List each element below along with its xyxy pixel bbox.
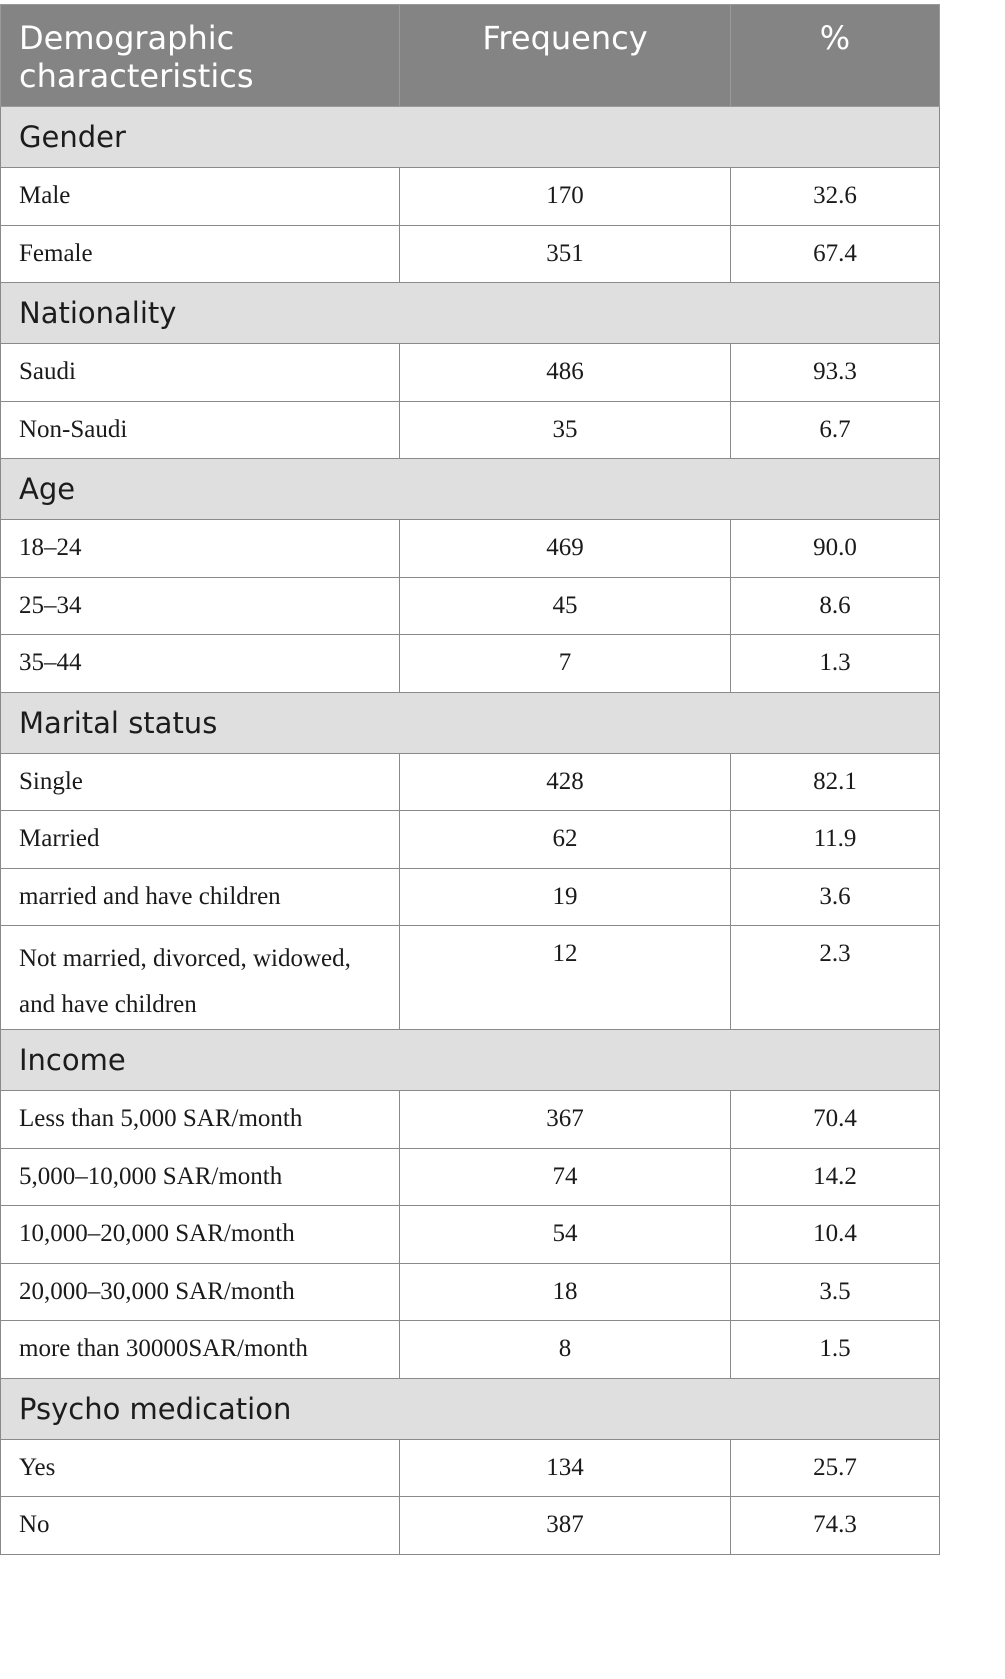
row-frequency: 170: [400, 168, 731, 226]
row-frequency: 387: [400, 1497, 731, 1555]
table-row: [1, 1321, 940, 1379]
row-frequency: 428: [400, 753, 731, 811]
table-row: [1, 926, 940, 1030]
table-row: [1, 753, 940, 811]
table-row: [1, 1263, 940, 1321]
row-frequency: 8: [400, 1321, 731, 1379]
row-frequency: 19: [400, 868, 731, 926]
row-frequency: 35: [400, 401, 731, 459]
table-row: [1, 1497, 940, 1555]
section-title: Marital status: [1, 692, 940, 753]
row-percent: 32.6: [731, 168, 940, 226]
row-label: Less than 5,000 SAR/month: [1, 1091, 400, 1149]
row-frequency: 351: [400, 225, 731, 283]
section-row-nationality: [1, 283, 940, 344]
demographics-table: [0, 4, 940, 1555]
row-frequency: 54: [400, 1206, 731, 1264]
section-title: Gender: [1, 107, 940, 168]
row-percent: 25.7: [731, 1439, 940, 1497]
table-row: [1, 344, 940, 402]
table-row: [1, 635, 940, 693]
row-percent: 90.0: [731, 520, 940, 578]
row-frequency: 62: [400, 811, 731, 869]
row-percent: 1.5: [731, 1321, 940, 1379]
row-percent: 74.3: [731, 1497, 940, 1555]
section-title: Psycho medication: [1, 1378, 940, 1439]
row-label: No: [1, 1497, 400, 1555]
row-label: 5,000–10,000 SAR/month: [1, 1148, 400, 1206]
row-label: Male: [1, 168, 400, 226]
header-row: [1, 5, 940, 107]
row-label: Not married, divorced, widowed, and have children: [1, 926, 400, 1030]
row-percent: 70.4: [731, 1091, 940, 1149]
header-percent: %: [731, 5, 940, 107]
section-row-marital-status: [1, 692, 940, 753]
table-row: [1, 1148, 940, 1206]
row-label: Yes: [1, 1439, 400, 1497]
row-label: 20,000–30,000 SAR/month: [1, 1263, 400, 1321]
table-row: [1, 401, 940, 459]
section-row-gender: [1, 107, 940, 168]
row-label: 25–34: [1, 577, 400, 635]
row-label: Non-Saudi: [1, 401, 400, 459]
section-title: Income: [1, 1030, 940, 1091]
row-frequency: 7: [400, 635, 731, 693]
row-label: Married: [1, 811, 400, 869]
row-frequency: 367: [400, 1091, 731, 1149]
table-row: [1, 1091, 940, 1149]
row-frequency: 469: [400, 520, 731, 578]
header-demographic-characteristics: Demographic characteristics: [1, 5, 400, 107]
row-percent: 6.7: [731, 401, 940, 459]
row-percent: 82.1: [731, 753, 940, 811]
row-percent: 11.9: [731, 811, 940, 869]
row-label: 35–44: [1, 635, 400, 693]
row-percent: 67.4: [731, 225, 940, 283]
row-label: 10,000–20,000 SAR/month: [1, 1206, 400, 1264]
section-row-age: [1, 459, 940, 520]
row-frequency: 134: [400, 1439, 731, 1497]
row-frequency: 74: [400, 1148, 731, 1206]
section-title: Nationality: [1, 283, 940, 344]
row-percent: 93.3: [731, 344, 940, 402]
section-row-psycho-medication: [1, 1378, 940, 1439]
row-percent: 3.6: [731, 868, 940, 926]
table-row: [1, 577, 940, 635]
row-frequency: 12: [400, 926, 731, 1030]
section-title: Age: [1, 459, 940, 520]
row-label: Saudi: [1, 344, 400, 402]
row-percent: 14.2: [731, 1148, 940, 1206]
row-percent: 10.4: [731, 1206, 940, 1264]
table-row: [1, 168, 940, 226]
row-percent: 2.3: [731, 926, 940, 1030]
row-frequency: 45: [400, 577, 731, 635]
row-frequency: 486: [400, 344, 731, 402]
row-label: 18–24: [1, 520, 400, 578]
table-row: [1, 1206, 940, 1264]
row-label: married and have children: [1, 868, 400, 926]
table-row: [1, 225, 940, 283]
row-label: Female: [1, 225, 400, 283]
table-row: [1, 520, 940, 578]
table-row: [1, 1439, 940, 1497]
row-percent: 8.6: [731, 577, 940, 635]
row-label: more than 30000SAR/month: [1, 1321, 400, 1379]
table-row: [1, 811, 940, 869]
row-frequency: 18: [400, 1263, 731, 1321]
header-frequency: Frequency: [400, 5, 731, 107]
section-row-income: [1, 1030, 940, 1091]
table-row: [1, 868, 940, 926]
row-percent: 1.3: [731, 635, 940, 693]
row-percent: 3.5: [731, 1263, 940, 1321]
row-label: Single: [1, 753, 400, 811]
